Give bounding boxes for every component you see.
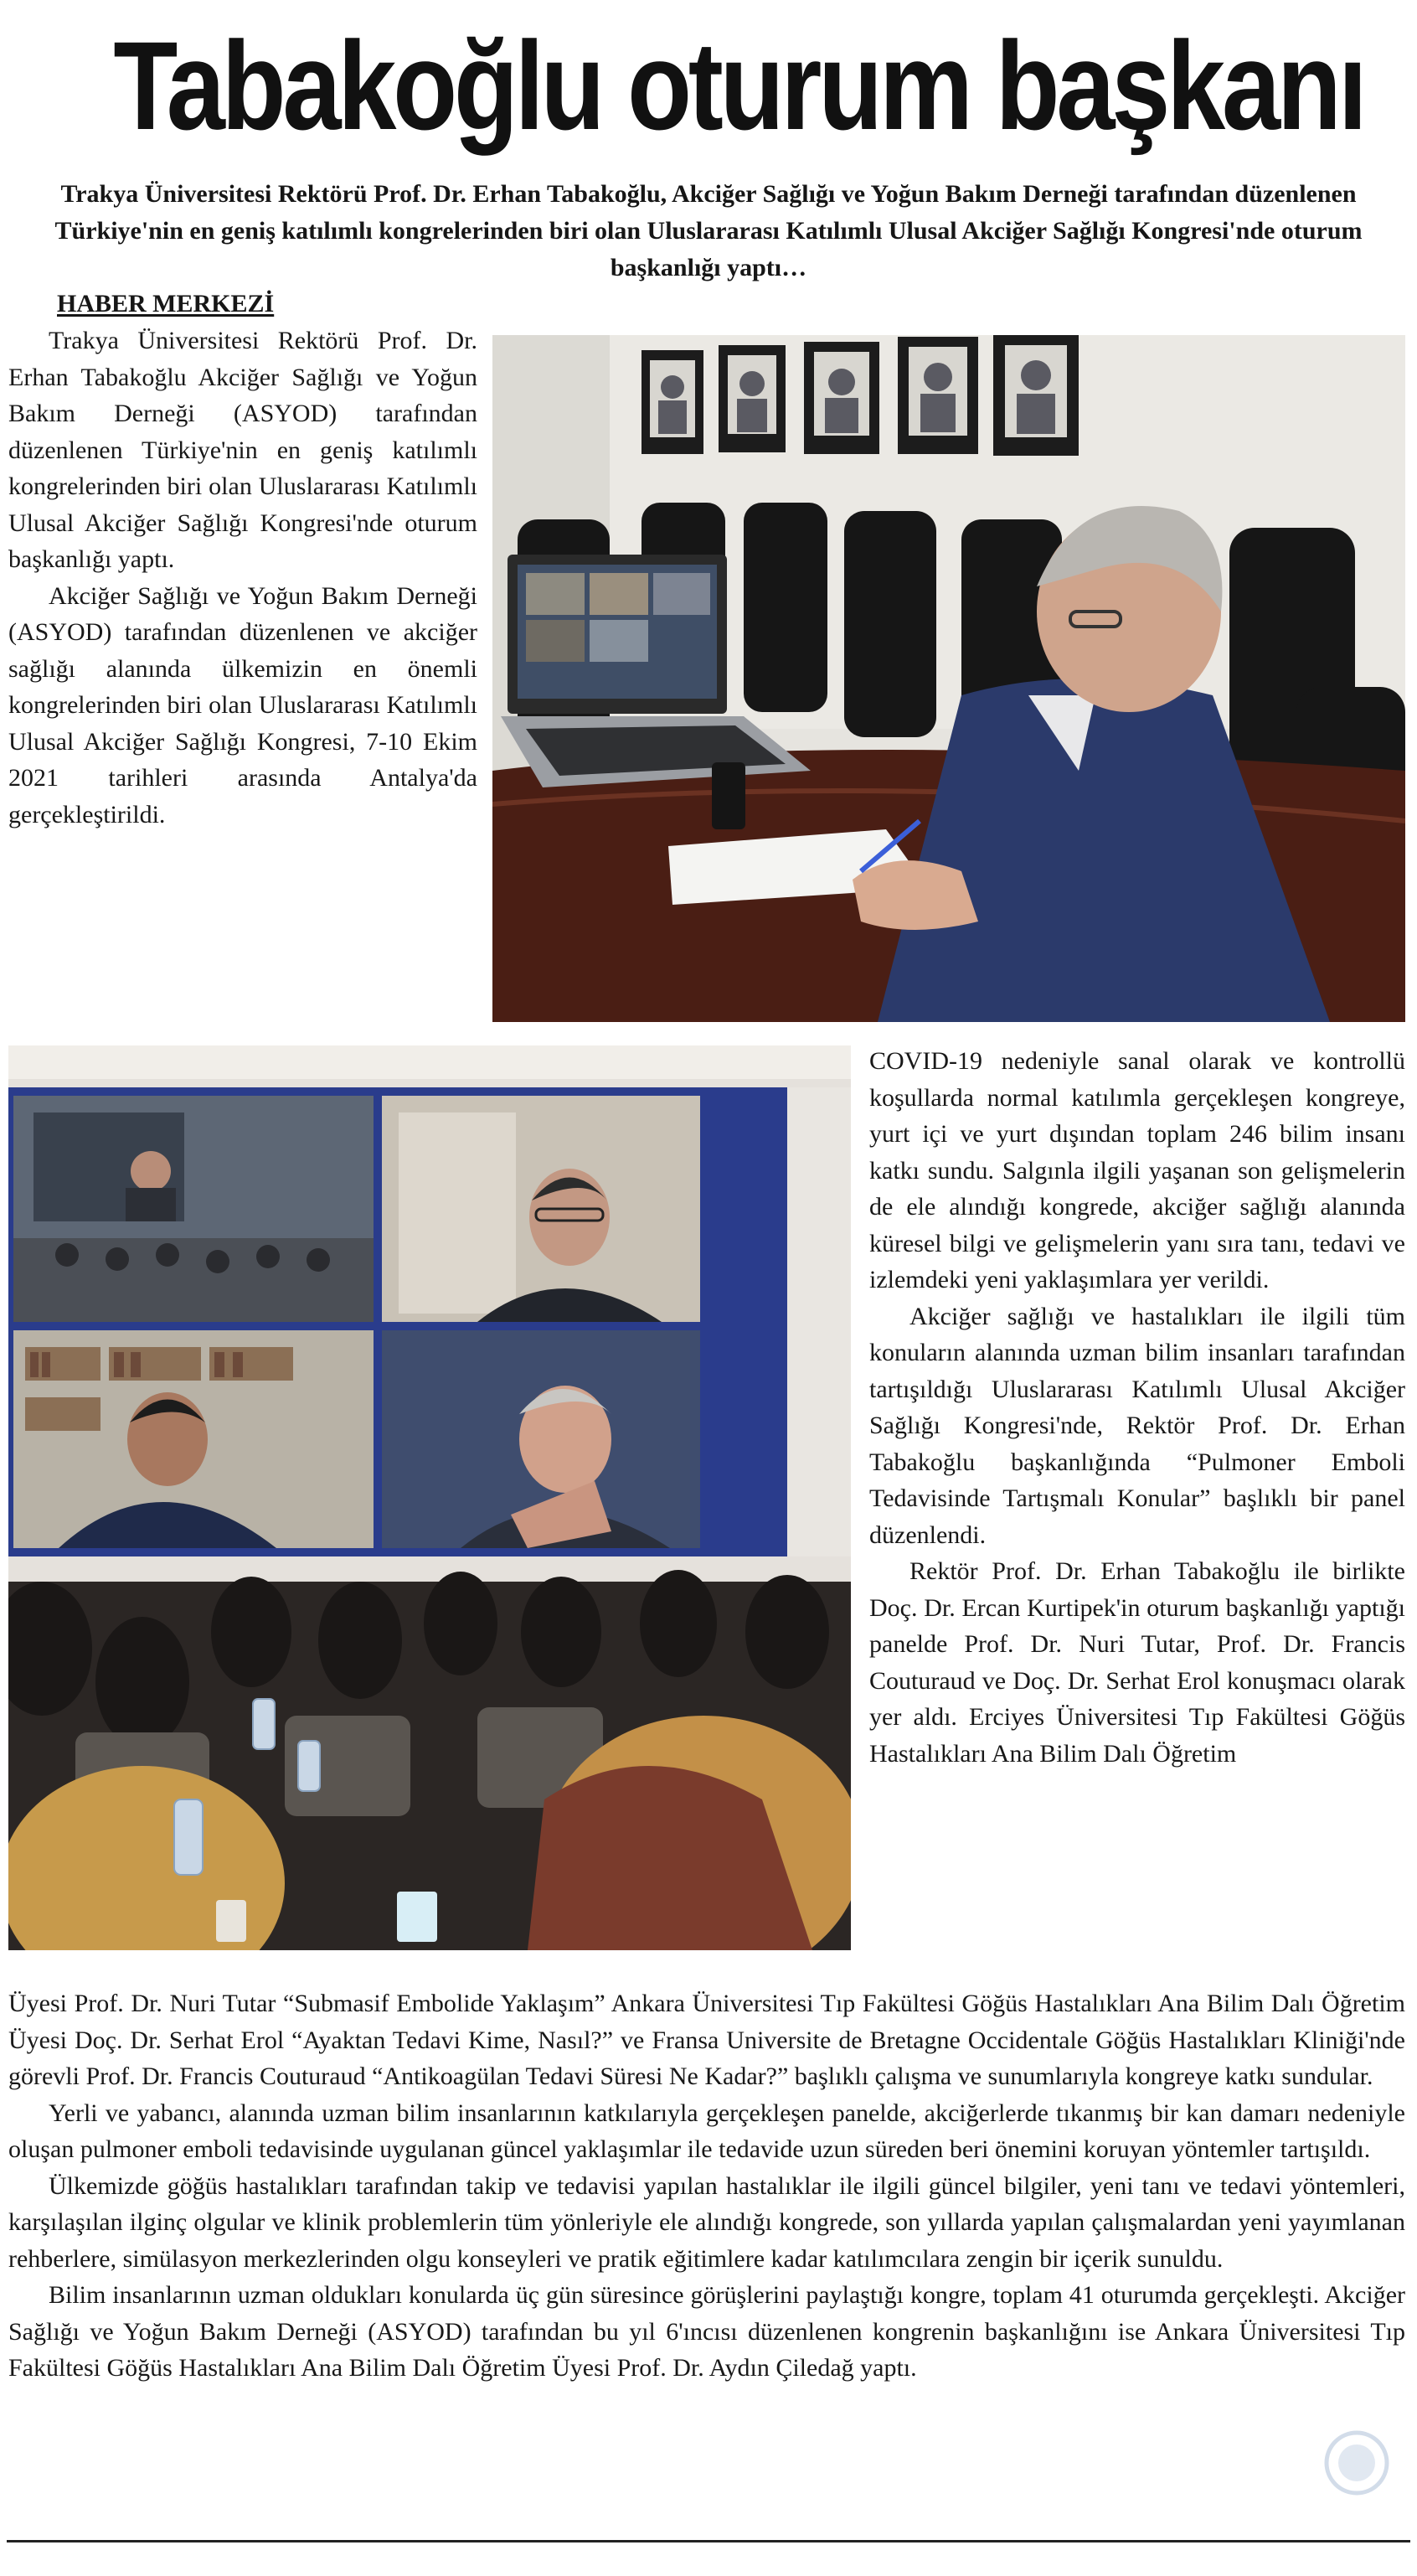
paragraph: Ülkemizde göğüs hastalıkları tarafından takip ve tedavisi yapılan hastalıklar ile ilgili güncel bilgiler, yeni tanı ve tedavi yöntemleri, karşılaşılan ilginç olgular ve klinik problemlerin tüm yönleriyle ele alındığı kongrede, son yıllarda yapılan çalışmalardan yeni yayımlanan rehberlere, simülasyon merkezlerinden olgu konseyleri ve pratik eğitimlere kadar katılımcılara zengin bir içerik sunuldu. — [8, 2171, 1405, 2273]
bottom-rule — [7, 2540, 1410, 2542]
article-column-right — [869, 1043, 1405, 1772]
article-spot: Trakya Üniversitesi Rektörü Prof. Dr. Erhan Tabakoğlu, Akciğer Sağlığı ve Yoğun Bakım Derneği tarafından düzenlenen Türkiye'nin en geniş katılımlı kongrelerinden biri olan Uluslararası Katılımlı Ulusal Akciğer Sağlığı Kongresi'nde oturum başkanlığı yaptı… — [54, 180, 1363, 281]
byline: HABER MERKEZİ — [57, 290, 275, 317]
office-video-conference-photo — [492, 335, 1405, 1022]
paragraph: Trakya Üniversitesi Rektörü Prof. Dr. Erhan Tabakoğlu Akciğer Sağlığı ve Yoğun Bakım Derneği (ASYOD) tarafından düzenlenen Türkiye'nin en geniş katılımlı kongrelerinden biri olan Uluslararası Katılımlı Ulusal Akciğer Sağlığı Kongresi'nde oturum başkanlığı yaptı. — [8, 327, 477, 573]
paragraph: Yerli ve yabancı, alanında uzman bilim insanlarının katkılarıyla gerçekleşen panelde, akciğerlerde tıkanmış bir kan damarı nedeniyle oluşan pulmoner emboli tedavisinde uygulanan güncel yaklaşımlar ile tedavide uzun süreden beri önemini koruyan yöntemler tartışıldı. — [8, 2098, 1405, 2163]
watermark-emblem-icon — [1323, 2429, 1390, 2496]
paragraph: Akciğer Sağlığı ve Yoğun Bakım Derneği (ASYOD) tarafından düzenlenen ve akciğer sağlığı alanında ülkemizin en önemli kongrelerinden biri olan Uluslararası Katılımlı Ulusal Akciğer Sağlığı Kongresi, 7-10 Ekim 2021 tarihleri arasında Antalya'da gerçekleştirildi. — [8, 581, 477, 829]
headline: Tabakoğlu oturum başkanı — [113, 15, 1364, 156]
article-column-left — [8, 323, 477, 833]
paragraph: COVID-19 nedeniyle sanal olarak ve kontrollü koşullarda normal katılımla gerçekleşen kongreye, yurt içi ve yurt dışından toplam 246 bilim insanı katkı sundu. Salgınla ilgili yaşanan son gelişmelerin de ele alındığı kongrede, akciğer sağlığı alanında küresel bilgi ve gelişmelerin yanı sıra tanı, tedavi ve izlemdeki yeni yaklaşımlara yer verildi. — [869, 1047, 1405, 1293]
paragraph: Rektör Prof. Dr. Erhan Tabakoğlu ile birlikte Doç. Dr. Ercan Kurtipek'in oturum başkanlığı yaptığı panelde Prof. Dr. Nuri Tutar, Prof. Dr. Francis Couturaud ve Doç. Dr. Serhat Erol konuşmacı olarak yer aldı. Erciyes Üniversitesi Tıp Fakültesi Göğüs Hastalıkları Ana Bilim Dalı Öğretim — [869, 1557, 1405, 1768]
paragraph: Üyesi Prof. Dr. Nuri Tutar “Submasif Embolide Yaklaşım” Ankara Üniversitesi Tıp Fakültesi Göğüs Hastalıkları Ana Bilim Dalı Öğretim Üyesi Doç. Dr. Serhat Erol “Ayaktan Tedavi Kime, Nasıl?” ve Fransa Universite de Bretagne Occidentale Göğüs Hastalıkları Kliniği'nde görevli Prof. Dr. Francis Couturaud “Antikoagülan Tedavi Süresi Ne Kadar?” başlıklı çalışma ve sunumlarıyla kongreye katkı sundular. — [8, 1990, 1405, 2090]
article-wide-text — [8, 1985, 1405, 2387]
paragraph: Akciğer sağlığı ve hastalıkları ile ilgili tüm konuların alanında uzman bilim insanları tarafından tartışıldığı Uluslararası Katılımlı Ulusal Akciğer Sağlığı Kongresi'nde, Rektör Prof. Dr. Erhan Tabakoğlu başkanlığında “Pulmoner Emboli Tedavisinde Tartışmalı Konular” başlıklı bir panel düzenlendi. — [869, 1302, 1405, 1549]
congress-photo-illustration — [8, 1045, 851, 1950]
paragraph: Bilim insanlarının uzman oldukları konularda üç gün süresince görüşlerini paylaştığı kongre, toplam 41 oturumda gerçekleşti. Akciğer Sağlığı ve Yoğun Bakım Derneği (ASYOD) tarafından bu yıl 6'ıncısı düzenlenen kongrenin başkanlığını ise Ankara Üniversitesi Tıp Fakültesi Göğüs Hastalıkları Ana Bilim Dalı Öğretim Üyesi Prof. Dr. Aydın Çiledağ yaptı. — [8, 2281, 1405, 2382]
office-photo-illustration — [492, 335, 1405, 1022]
congress-hall-screen-photo — [8, 1045, 851, 1950]
